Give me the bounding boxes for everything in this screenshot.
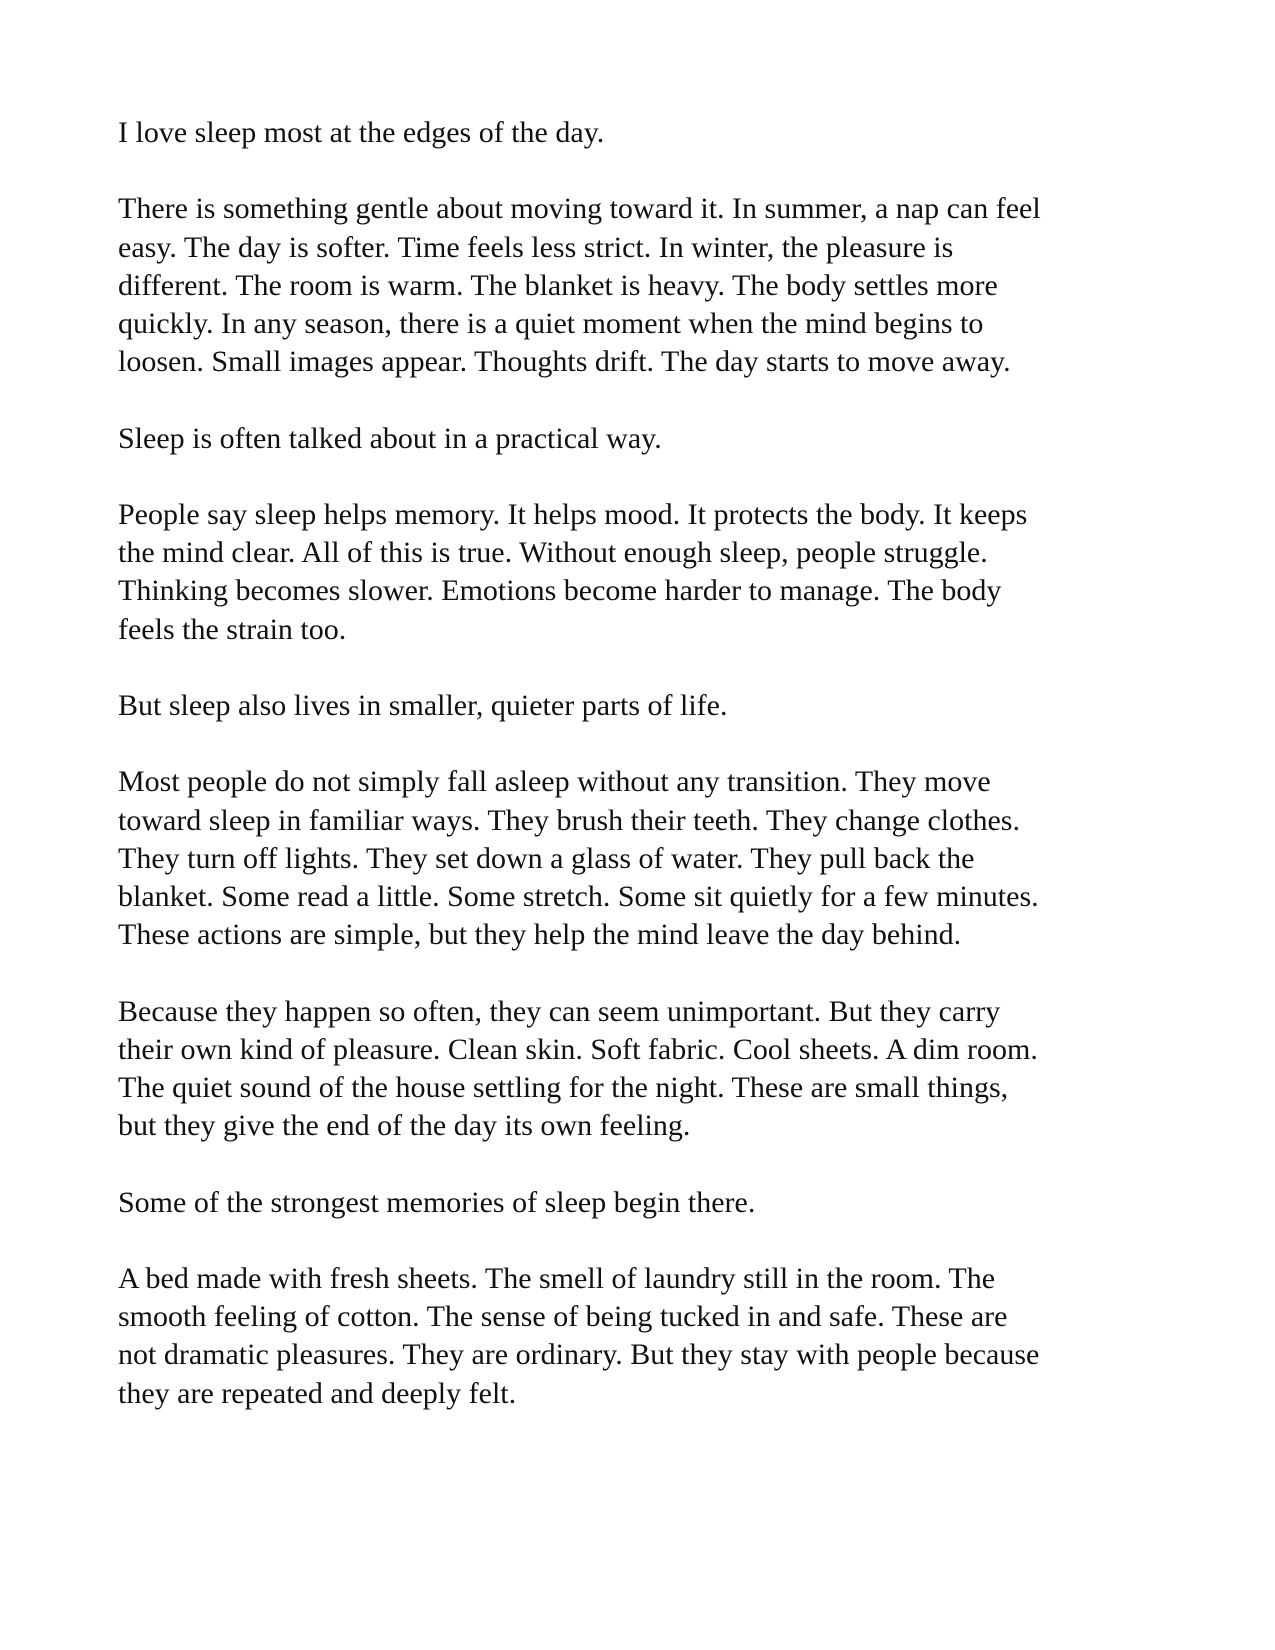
text-line: A bed made with fresh sheets. The smell of laundry still in the room. The [118,1261,996,1295]
text-line: Most people do not simply fall asleep without any transition. They move [118,765,991,799]
text-line: The quiet sound of the house settling for the night. These are small things, [118,1070,1009,1104]
paragraph [118,1184,1153,1222]
text-line: their own kind of pleasure. Clean skin. Soft fabric. Cool sheets. A dim room. [118,1032,1038,1066]
text-line: I love sleep most at the edges of the day. [118,116,605,149]
text-line: These actions are simple, but they help the mind leave the day behind. [118,918,962,952]
text-line: easy. The day is softer. Time feels less strict. In winter, the pleasure is [118,230,954,264]
text-line: But sleep also lives in smaller, quieter parts of life. [118,688,728,722]
paragraph [118,420,1153,458]
paragraph [118,190,1153,381]
text-line: feels the strain too. [118,612,347,646]
text-line: Some of the strongest memories of sleep begin there. [118,1185,756,1219]
text-line: smooth feeling of cotton. The sense of being tucked in and safe. These are [118,1300,1008,1334]
paragraph [118,114,1153,152]
text-line: but they give the end of the day its own feeling. [118,1109,691,1143]
text-line: the mind clear. All of this is true. Without enough sleep, people struggle. [118,536,988,570]
paragraph [118,1260,1153,1413]
text-line: There is something gentle about moving toward it. In summer, a nap can feel [118,192,1041,226]
paragraph [118,496,1153,649]
document-body [118,114,1153,1451]
paragraph [118,687,1153,725]
text-line: Thinking becomes slower. Emotions become harder to manage. The body [118,574,1002,608]
paragraph [118,763,1153,954]
text-line: People say sleep helps memory. It helps mood. It protects the body. It keeps [118,497,1028,531]
paragraph [118,993,1153,1146]
text-line: blanket. Some read a little. Some stretch. Some sit quietly for a few minutes. [118,879,1039,913]
text-line: toward sleep in familiar ways. They brush their teeth. They change clothes. [118,803,1020,837]
text-line: not dramatic pleasures. They are ordinary. But they stay with people because [118,1338,1040,1372]
text-line: different. The room is warm. The blanket is heavy. The body settles more [118,268,998,302]
text-line: loosen. Small images appear. Thoughts drift. The day starts to move away. [118,345,1011,379]
text-line: They turn off lights. They set down a glass of water. They pull back the [118,841,975,875]
text-line: quickly. In any season, there is a quiet moment when the mind begins to [118,307,984,340]
text-line: Because they happen so often, they can seem unimportant. But they carry [118,994,1001,1028]
text-line: they are repeated and deeply felt. [118,1376,517,1410]
text-line: Sleep is often talked about in a practical way. [118,421,662,455]
